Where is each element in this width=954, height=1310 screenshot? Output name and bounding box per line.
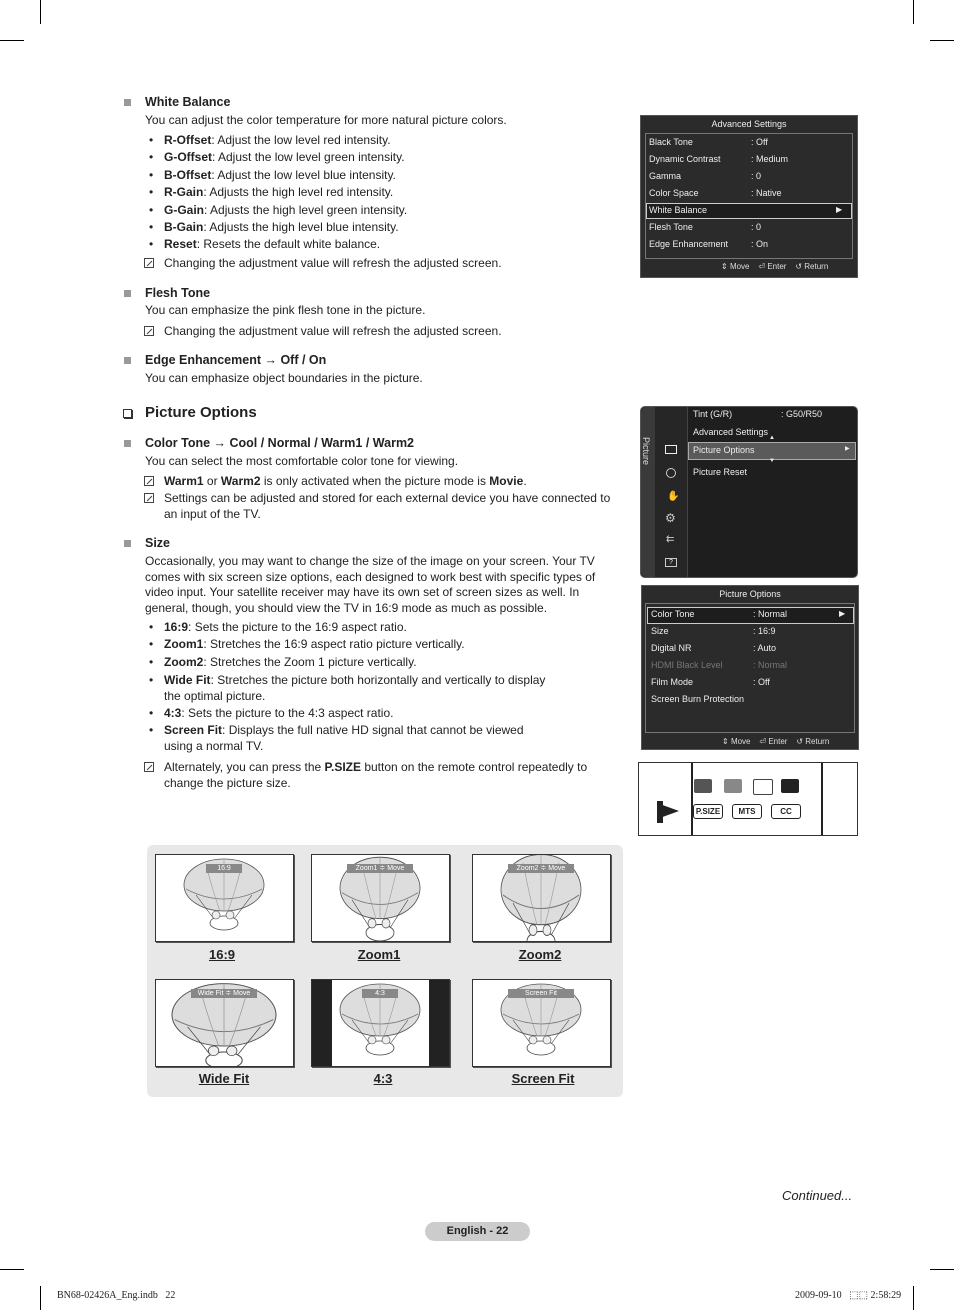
screen-size-thumbnail bbox=[472, 854, 611, 942]
thumbnail-label: 16:9 bbox=[208, 947, 236, 962]
return-icon: ↺ bbox=[795, 262, 803, 271]
bullet-term: 4:3 bbox=[164, 706, 182, 720]
remote-color-button bbox=[694, 779, 712, 793]
note-text: Changing the adjustment value will refresh the adjusted screen. bbox=[164, 324, 502, 338]
color-tone-description: You can select the most comfortable color tone for viewing. bbox=[145, 454, 459, 468]
footer-return: Return bbox=[805, 737, 830, 746]
thumbnail-label: Zoom2 bbox=[518, 947, 562, 962]
remote-color-button bbox=[753, 779, 773, 795]
crop-mark bbox=[930, 40, 954, 41]
selected-arrow-icon: ▶ bbox=[845, 446, 850, 452]
bullet-text: : Adjust the low level blue intensity. bbox=[211, 167, 396, 182]
footer-move: Move bbox=[729, 262, 750, 271]
menu-item-value: : Off bbox=[753, 677, 770, 687]
bullet-term: R-Gain bbox=[164, 185, 204, 200]
footer-enter: Enter bbox=[768, 737, 788, 746]
menu-sidebar bbox=[641, 407, 655, 577]
sound-icon bbox=[666, 468, 676, 478]
bullet-dot-icon: • bbox=[149, 220, 154, 234]
menu-item-label[interactable]: Color Space bbox=[649, 188, 699, 198]
page-number-badge: English - 22 bbox=[425, 1222, 530, 1241]
color-tone-note-settings bbox=[164, 491, 624, 522]
selected-arrow-icon: ▶ bbox=[839, 609, 846, 618]
menu-item-value: : 0 bbox=[751, 171, 762, 181]
color-tone-note-warm bbox=[164, 474, 527, 490]
bullet-dot-icon: • bbox=[149, 620, 154, 634]
section-bullet-icon bbox=[124, 357, 131, 364]
bullet-dot-icon: • bbox=[149, 150, 154, 165]
menu-item-value: : Auto bbox=[753, 643, 777, 653]
menu-item-label[interactable]: Size bbox=[651, 626, 669, 636]
bullet-term: Wide Fit bbox=[164, 673, 211, 687]
remote-body bbox=[691, 762, 823, 836]
note-term: P.SIZE bbox=[324, 760, 361, 774]
bullet-dot-icon: • bbox=[149, 706, 154, 720]
scroll-up-icon: ▲ bbox=[769, 435, 775, 441]
bullet-item bbox=[149, 202, 408, 217]
bullet-text: : Stretches the 16:9 aspect ratio picture vertically. bbox=[203, 637, 465, 651]
picture-options-menu bbox=[641, 585, 859, 750]
bullet-dot-icon: • bbox=[149, 167, 154, 182]
note-text: . bbox=[523, 474, 527, 488]
menu-item-label[interactable]: Picture Options bbox=[693, 445, 755, 455]
scroll-down-icon: ▼ bbox=[769, 458, 775, 464]
note-icon bbox=[144, 493, 154, 503]
bullet-text: : Adjust the low level green intensity. bbox=[212, 150, 405, 165]
note-icon bbox=[144, 762, 154, 772]
help-icon: ? bbox=[665, 558, 677, 567]
menu-footer bbox=[721, 262, 828, 271]
bullet-item bbox=[149, 637, 465, 651]
bullet-dot-icon: • bbox=[149, 202, 154, 217]
move-icon: ⇕ bbox=[721, 262, 728, 271]
screen-size-thumbnail bbox=[311, 979, 450, 1067]
menu-item-label[interactable]: Film Mode bbox=[651, 677, 694, 687]
thumbnail-osd-bar: 16:9 bbox=[206, 864, 242, 873]
continued-label: Continued... bbox=[782, 1188, 853, 1203]
thumbnail-label: Zoom1 bbox=[357, 947, 401, 962]
menu-item-label[interactable]: Digital NR bbox=[651, 643, 692, 653]
flesh-tone-description: You can emphasize the pink flesh tone in the picture. bbox=[145, 303, 426, 317]
size-description: Occasionally, you may want to change the size of the image on your screen. Your TV comes with six screen size options, each designed to work best with specific types of video input. Your satellite receiver may have its own set of screen sizes as well. In general, though, you should view the TV in 16:9 mode as much as possible. bbox=[145, 554, 596, 615]
note-icon bbox=[144, 326, 154, 336]
footer-return: Return bbox=[804, 262, 829, 271]
menu-item-value: : Normal bbox=[753, 660, 788, 670]
note-text: is only activated when the picture mode is bbox=[260, 474, 490, 488]
menu-item-label[interactable]: Screen Burn Protection bbox=[651, 694, 745, 704]
menu-item-value: : Medium bbox=[751, 154, 789, 164]
menu-footer bbox=[722, 737, 829, 746]
bullet-text: : Stretches the Zoom 1 picture vertically. bbox=[203, 655, 417, 669]
footer-move: Move bbox=[730, 737, 751, 746]
menu-item-label[interactable]: HDMI Black Level bbox=[651, 660, 723, 670]
thumbnail-osd-bar: Screen Fit bbox=[508, 989, 574, 998]
bullet-dot-icon: • bbox=[149, 185, 154, 200]
edge-enhancement-heading: Edge Enhancement → Off / On bbox=[145, 353, 327, 367]
bullet-text: : Sets the picture to the 16:9 aspect ratio. bbox=[188, 620, 407, 634]
section-checkbox-icon bbox=[123, 409, 132, 418]
advanced-settings-menu bbox=[640, 115, 858, 278]
screen-size-thumbnail bbox=[155, 979, 294, 1067]
bullet-term: R-Offset bbox=[164, 133, 212, 147]
bullet-item bbox=[149, 167, 396, 182]
section-bullet-icon bbox=[124, 290, 131, 297]
remote-color-button bbox=[781, 779, 799, 793]
screen-size-thumbnail bbox=[155, 854, 294, 942]
thumbnail-osd-bar: Zoom1 ≑ Move bbox=[347, 864, 413, 873]
bullet-item bbox=[149, 673, 564, 704]
bullet-dot-icon: • bbox=[149, 655, 154, 669]
thumbnail-label: Wide Fit bbox=[198, 1071, 250, 1086]
menu-item-value: : Normal bbox=[753, 609, 788, 619]
selected-arrow-icon: ▶ bbox=[836, 205, 843, 214]
crop-mark bbox=[930, 1269, 954, 1270]
bullet-text: : Displays the full native HD signal that cannot be viewed using a normal TV. bbox=[164, 723, 524, 753]
bullet-term: G-Gain bbox=[164, 202, 205, 217]
menu-item-label[interactable]: White Balance bbox=[649, 205, 708, 215]
menu-item-label[interactable]: Dynamic Contrast bbox=[649, 154, 721, 164]
color-tone-heading: Color Tone → Cool / Normal / Warm1 / Warm2 bbox=[145, 436, 415, 450]
thumbnail-osd-bar: 4:3 bbox=[362, 989, 398, 998]
flesh-tone-heading: Flesh Tone bbox=[145, 286, 211, 300]
thumbnail-label: Screen Fit bbox=[511, 1071, 575, 1086]
bullet-term: Zoom1 bbox=[164, 637, 204, 651]
section-bullet-icon bbox=[124, 540, 131, 547]
section-bullet-icon bbox=[124, 99, 131, 106]
bullet-text: : Adjusts the high level green intensity. bbox=[204, 202, 408, 217]
note-term: Warm1 bbox=[164, 474, 204, 488]
crop-mark bbox=[0, 40, 24, 41]
white-balance-description: You can adjust the color temperature for more natural picture colors. bbox=[145, 113, 507, 127]
remote-illustration bbox=[638, 762, 858, 836]
input-icon: ⇇ bbox=[666, 534, 675, 545]
note-text: Changing the adjustment value will refresh the adjusted screen. bbox=[164, 256, 502, 270]
menu-item-label[interactable]: Color Tone bbox=[651, 609, 695, 619]
setup-gear-icon: ⚙ bbox=[665, 511, 676, 525]
menu-item-value: : 0 bbox=[751, 222, 762, 232]
menu-side-label: Picture bbox=[641, 437, 651, 466]
note-term: Warm2 bbox=[220, 474, 261, 488]
bullet-dot-icon: • bbox=[149, 133, 154, 147]
bullet-dot-icon: • bbox=[149, 673, 154, 687]
bullet-item bbox=[149, 185, 394, 200]
section-bullet-icon bbox=[124, 440, 131, 447]
menu-item-label[interactable]: Edge Enhancement bbox=[649, 239, 729, 249]
crop-mark bbox=[40, 1286, 41, 1310]
bullet-dot-icon: • bbox=[149, 723, 154, 737]
bullet-item bbox=[149, 655, 417, 669]
return-icon: ↺ bbox=[796, 737, 804, 746]
mts-button[interactable]: MTS bbox=[732, 804, 762, 819]
print-file-info: BN68-02426A_Eng.indb 22 bbox=[57, 1290, 176, 1301]
bullet-text: : Stretches the picture both horizontally and vertically to display the optimal picture. bbox=[164, 673, 546, 703]
menu-title: Advanced Settings bbox=[711, 119, 787, 129]
enter-icon: ⏎ bbox=[759, 737, 767, 746]
footer-enter: Enter bbox=[767, 262, 787, 271]
note-term: Movie bbox=[489, 474, 524, 488]
menu-item-label[interactable]: Picture Reset bbox=[693, 467, 748, 477]
bullet-term: Screen Fit bbox=[164, 723, 223, 737]
bullet-dot-icon: • bbox=[149, 237, 154, 252]
menu-title: Picture Options bbox=[719, 589, 781, 599]
menu-item-value: : On bbox=[751, 239, 769, 249]
menu-item-label[interactable]: Advanced Settings bbox=[693, 427, 769, 437]
menu-item-value: : 16:9 bbox=[753, 626, 776, 636]
psize-button[interactable]: P.SIZE bbox=[693, 804, 723, 819]
bullet-term: G-Offset bbox=[164, 150, 212, 165]
bullet-item bbox=[149, 220, 399, 234]
bullet-text: : Adjusts the high level blue intensity. bbox=[203, 220, 399, 234]
picture-options-title: Picture Options bbox=[145, 404, 257, 421]
move-icon: ⇕ bbox=[722, 737, 729, 746]
note-text: button on the remote control repeatedly to change the picture size. bbox=[164, 760, 588, 790]
bullet-text: : Adjust the low level red intensity. bbox=[211, 133, 391, 147]
menu-item-label[interactable]: Black Tone bbox=[649, 137, 693, 147]
bullet-item bbox=[149, 133, 391, 147]
bullet-item bbox=[149, 706, 394, 720]
thumbnail-label: 4:3 bbox=[373, 1071, 393, 1086]
menu-item-label[interactable]: Flesh Tone bbox=[649, 222, 693, 232]
note-icon bbox=[144, 476, 154, 486]
screen-size-thumbnail bbox=[311, 854, 450, 942]
pointer-bar bbox=[657, 801, 663, 823]
bullet-item bbox=[149, 150, 405, 165]
crop-mark bbox=[913, 1286, 914, 1310]
size-note bbox=[164, 760, 614, 791]
bullet-item bbox=[149, 723, 544, 754]
note-text: Settings can be adjusted and stored for each external device you have connected to an input of the TV. bbox=[164, 491, 611, 521]
crop-mark bbox=[0, 1269, 24, 1270]
bullet-text: : Resets the default white balance. bbox=[196, 237, 381, 252]
bullet-item bbox=[149, 237, 381, 252]
crop-mark bbox=[913, 0, 914, 24]
print-timestamp: 2009-09-10 ⬚⬚ 2:58:29 bbox=[795, 1290, 902, 1301]
bullet-term: Reset bbox=[164, 237, 197, 252]
cc-button[interactable]: CC bbox=[771, 804, 801, 819]
thumbnail-osd-bar: Zoom2 ≑ Move bbox=[508, 864, 574, 873]
bullet-term: B-Gain bbox=[164, 220, 204, 234]
screen-size-thumbnail bbox=[472, 979, 611, 1067]
menu-item-value: : Off bbox=[751, 137, 768, 147]
menu-item-label[interactable]: Tint (G/R) bbox=[693, 409, 733, 419]
bullet-term: 16:9 bbox=[164, 620, 189, 634]
flesh-tone-note bbox=[164, 324, 502, 340]
note-text: Alternately, you can press the bbox=[164, 760, 325, 774]
size-heading: Size bbox=[145, 536, 171, 550]
thumbnail-osd-bar: Wide Fit ≑ Move bbox=[191, 989, 257, 998]
remote-color-button bbox=[724, 779, 742, 793]
bullet-text: : Adjusts the high level red intensity. bbox=[203, 185, 394, 200]
menu-item-value: : Native bbox=[751, 188, 782, 198]
enter-icon: ⏎ bbox=[758, 262, 766, 271]
bullet-term: B-Offset bbox=[164, 167, 212, 182]
menu-item-value: : G50/R50 bbox=[781, 409, 823, 419]
bullet-item bbox=[149, 620, 407, 634]
edge-enhancement-description: You can emphasize object boundaries in the picture. bbox=[145, 371, 423, 385]
bullet-dot-icon: • bbox=[149, 637, 154, 651]
bullet-text: : Sets the picture to the 4:3 aspect ratio. bbox=[181, 706, 394, 720]
note-text: or bbox=[203, 474, 221, 488]
crop-mark bbox=[40, 0, 41, 24]
menu-item-label[interactable]: Gamma bbox=[649, 171, 682, 181]
white-balance-note bbox=[164, 256, 502, 272]
picture-menu bbox=[640, 406, 858, 578]
note-icon bbox=[144, 258, 154, 268]
picture-icon bbox=[665, 445, 677, 454]
white-balance-heading: White Balance bbox=[145, 95, 231, 109]
channel-icon: ✋ bbox=[667, 491, 680, 502]
bullet-term: Zoom2 bbox=[164, 655, 204, 669]
